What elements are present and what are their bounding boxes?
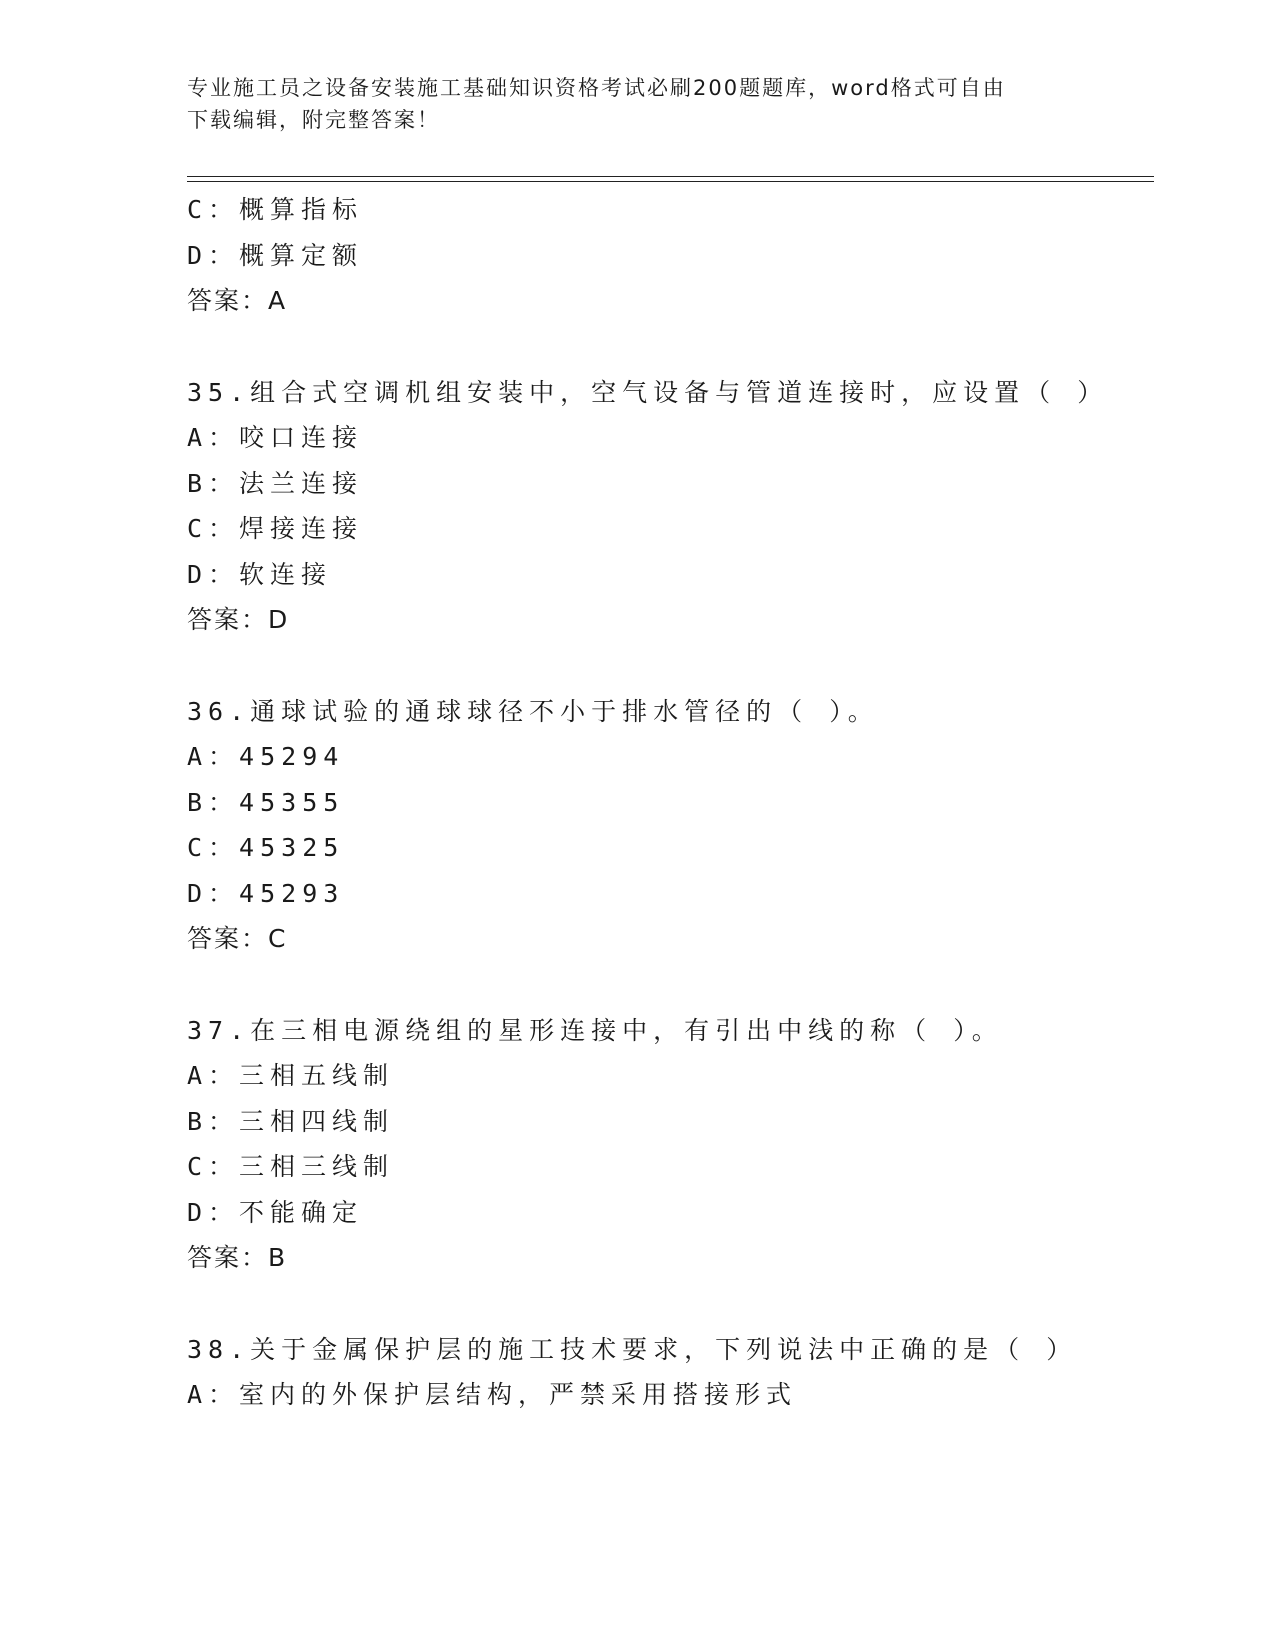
question-stem: 36.通球试验的通球球径不小于排水管径的（ ）。 [187, 696, 879, 726]
option-c: C：概算指标 [187, 195, 364, 224]
option-c: C：45325 [187, 833, 345, 862]
option-b: B：三相四线制 [187, 1106, 395, 1136]
page-header [187, 72, 1067, 136]
spacer [187, 962, 1154, 1008]
option-d: D：45293 [187, 878, 345, 908]
option-d: D：不能确定 [187, 1197, 364, 1227]
option-a: A：三相五线制 [187, 1061, 395, 1090]
question-stem: 37.在三相电源绕组的星形连接中，有引出中线的称（ ）。 [187, 1015, 1003, 1045]
header-divider-top [187, 176, 1154, 177]
question-36 [187, 689, 1154, 962]
option-d: D：概算定额 [187, 240, 364, 270]
answer: 答案：A [187, 286, 288, 315]
question-34-continued [187, 187, 1154, 324]
spacer [187, 1281, 1154, 1327]
header-line-1: 专业施工员之设备安装施工基础知识资格考试必刷200题题库，word格式可自由 [187, 76, 1006, 100]
question-stem: 38.关于金属保护层的施工技术要求，下列说法中正确的是（ ） [187, 1334, 1078, 1364]
option-c: C：焊接连接 [187, 514, 364, 543]
header-divider-bottom [187, 181, 1154, 182]
option-c: C：三相三线制 [187, 1152, 395, 1181]
header-line-2: 下载编辑，附完整答案！ [187, 108, 440, 132]
spacer [187, 324, 1154, 370]
option-d: D：软连接 [187, 559, 333, 589]
question-38 [187, 1327, 1154, 1418]
question-37 [187, 1008, 1154, 1281]
question-list [187, 187, 1154, 1418]
option-a: A：45294 [187, 742, 345, 771]
option-b: B：法兰连接 [187, 468, 364, 498]
answer: 答案：B [187, 1243, 288, 1272]
answer: 答案：C [187, 924, 288, 953]
question-35 [187, 370, 1154, 643]
option-a: A：室内的外保护层结构，严禁采用搭接形式 [187, 1380, 798, 1409]
question-stem: 35.组合式空调机组安装中，空气设备与管道连接时，应设置（ ） [187, 377, 1109, 407]
spacer [187, 643, 1154, 689]
option-a: A：咬口连接 [187, 423, 364, 452]
option-b: B：45355 [187, 787, 345, 817]
answer: 答案：D [187, 605, 290, 634]
